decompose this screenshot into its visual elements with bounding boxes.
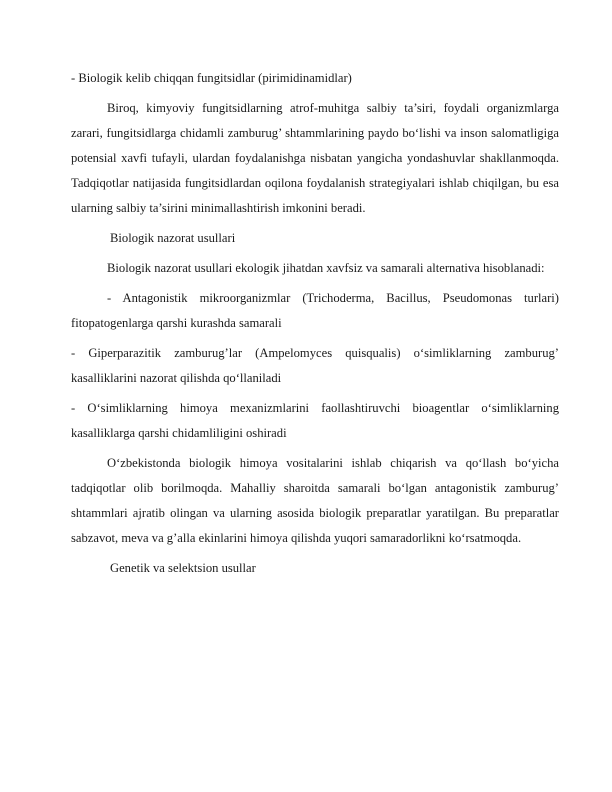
document-page — [71, 66, 559, 581]
paragraph-biological-control-intro: Biologik nazorat usullari ekologik jihatdan xavfsiz va samarali alternativa hisoblanadi: — [107, 261, 545, 275]
list-item-bioagents: - O‘simliklarning himoya mexanizmlarini faollashtiruvchi bioagentlar o‘simliklarning kasalliklarga qarshi chidamliligini oshiradi — [71, 401, 559, 440]
list-item-antagonistic-microorganisms: - Antagonistik mikroorganizmlar (Trichoderma, Bacillus, Pseudomonas turlari) fitopatogenlarga qarshi kurashda samarali — [71, 291, 559, 330]
paragraph-chemical-fungicides-impact: Biroq, kimyoviy fungitsidlarning atrof-muhitga salbiy ta’siri, foydali organizmlarga zarari, fungitsidlarga chidamli zamburug’ shtammlarining paydo bo‘lishi va inson salomatligiga potensial xavfi tufayli, ulardan foydalanishga nisbatan yangicha yondashuvlar shakllanmoqda. Tadqiqotlar natijasida fungitsidlardan oqilona foydalanish strategiyalari ishlab chiqilgan, bu esa ularning salbiy ta’sirini minimallashtirish imkonini beradi. — [71, 101, 559, 215]
section-heading-biological-control: Biologik nazorat usullari — [110, 231, 236, 245]
list-item-biological-fungicides: - Biologik kelib chiqqan fungitsidlar (pirimidinamidlar) — [71, 71, 352, 85]
section-heading-genetic-selection: Genetik va selektsion usullar — [110, 561, 256, 575]
paragraph-uzbekistan-research: O‘zbekistonda biologik himoya vositalarini ishlab chiqarish va qo‘llash bo‘yicha tadqiqotlar olib borilmoqda. Mahalliy sharoitda samarali bo‘lgan antagonistik zamburug’ shtammlari ajratib olingan va ularning asosida biologik preparatlar yaratilgan. Bu preparatlar sabzavot, meva va g’alla ekinlarini himoya qilishda yuqori samaradorlikni ko‘rsatmoqda. — [71, 456, 559, 545]
list-item-hyperparasitic-fungi: - Giperparazitik zamburug’lar (Ampelomyces quisqualis) o‘simliklarning zamburug’ kasalliklarini nazorat qilishda qo‘llaniladi — [71, 346, 559, 385]
